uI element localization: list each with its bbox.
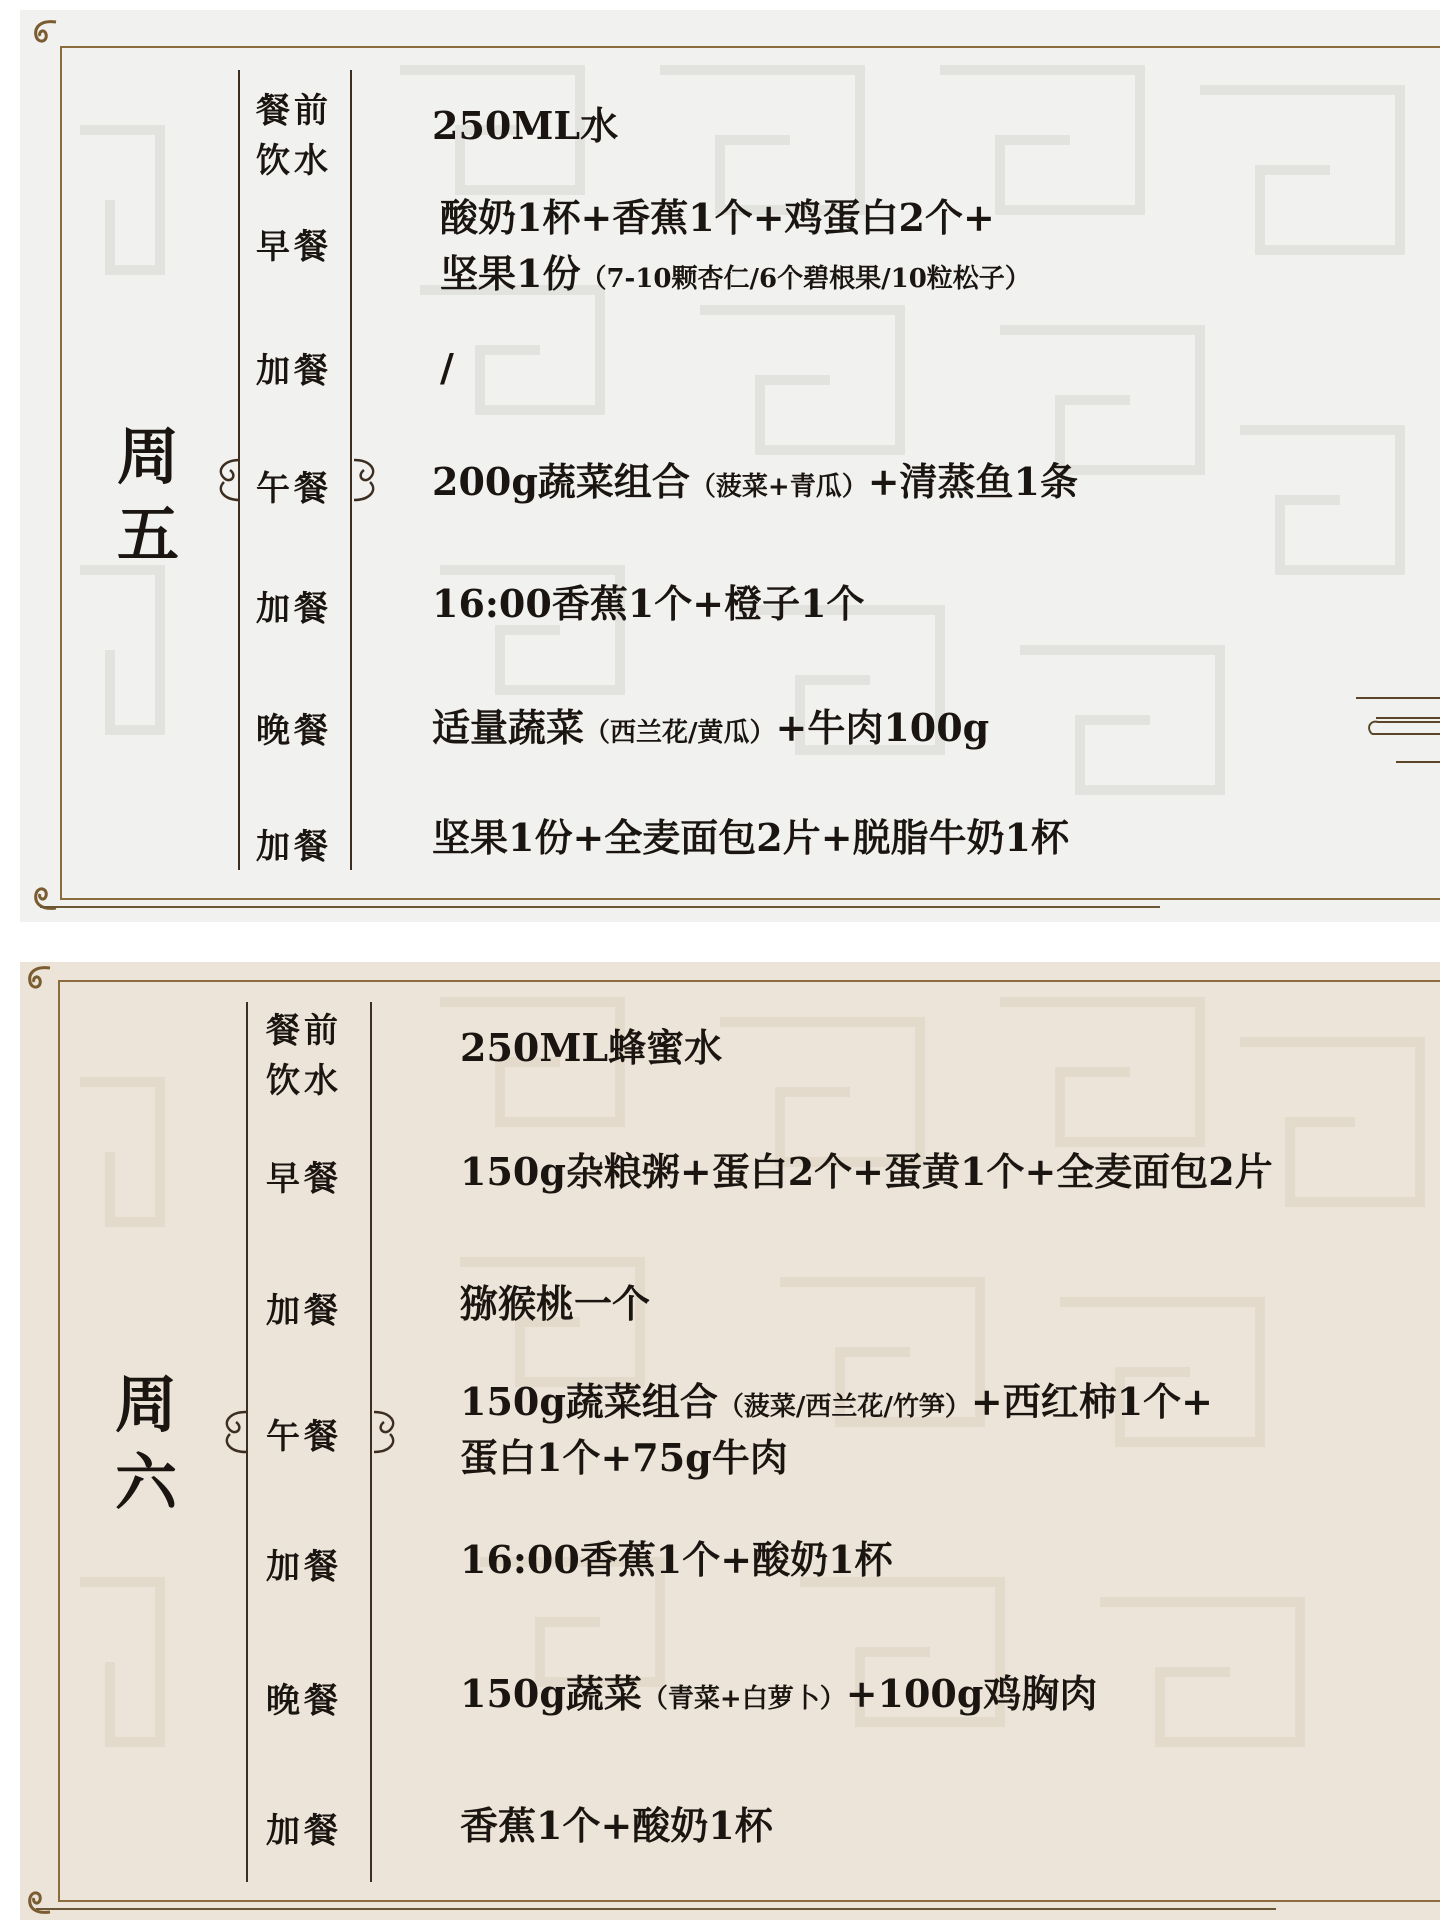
meal-label: 晚餐 [256, 711, 332, 751]
meal-label: 午餐 [266, 1417, 342, 1457]
meal-content: 150g杂粮粥+蛋白2个+蛋黄1个+全麦面包2片 [460, 1149, 1273, 1194]
meal-label: 加餐 [256, 351, 332, 391]
bracket-curl-icon [212, 456, 242, 504]
meal-content: 16:00香蕉1个+橙子1个 [432, 581, 865, 626]
bracket-curl-icon [218, 1408, 248, 1456]
meal-label: 加餐 [256, 589, 332, 629]
friday-panel [20, 10, 1440, 922]
meal-label: 加餐 [266, 1291, 342, 1331]
meal-label: 餐前饮水 [266, 1011, 342, 1101]
meal-label: 加餐 [266, 1547, 342, 1587]
meal-label: 加餐 [266, 1811, 342, 1851]
meal-content: 250ML水 [432, 103, 619, 148]
meal-content: 150g蔬菜组合（菠菜/西兰花/竹笋）+西红柿1个+ [460, 1379, 1214, 1424]
bracket-curl-icon [372, 1408, 402, 1456]
bracket-curl-icon [352, 456, 382, 504]
frame-bottom-line [40, 906, 1160, 908]
frame-bottom-line [36, 1908, 1276, 1910]
saturday-panel [20, 962, 1440, 1920]
meal-label: 午餐 [256, 469, 332, 509]
scroll-ornament-icon [20, 962, 56, 998]
meal-content: 16:00香蕉1个+酸奶1杯 [460, 1537, 893, 1582]
scroll-ornament-icon [26, 878, 62, 914]
day-title: 周五 [116, 420, 179, 571]
scroll-ornament-icon [26, 16, 62, 52]
meal-content: 250ML蜂蜜水 [460, 1025, 723, 1070]
meal-label: 加餐 [256, 827, 332, 867]
meal-content: 坚果1份+全麦面包2片+脱脂牛奶1杯 [432, 815, 1070, 860]
meal-content: 坚果1份（7-10颗杏仁/6个碧根果/10粒松子） [440, 251, 1031, 296]
meal-label: 晚餐 [266, 1681, 342, 1721]
meal-content: 150g蔬菜（青菜+白萝卜）+100g鸡胸肉 [460, 1671, 1098, 1716]
meal-label: 早餐 [256, 227, 332, 267]
meal-content: 猕猴桃一个 [460, 1281, 651, 1326]
meal-content: / [440, 345, 454, 390]
meal-content: 蛋白1个+75g牛肉 [460, 1435, 788, 1480]
meal-content: 酸奶1杯+香蕉1个+鸡蛋白2个+ [440, 195, 995, 240]
day-title: 周六 [114, 1368, 177, 1519]
scroll-ornament-icon [20, 1882, 56, 1918]
meal-content: 适量蔬菜（西兰花/黄瓜）+牛肉100g [432, 705, 990, 750]
meal-label: 早餐 [266, 1159, 342, 1199]
cloud-ornament-icon [1356, 678, 1440, 778]
meal-label: 餐前饮水 [256, 91, 332, 181]
meal-content: 香蕉1个+酸奶1杯 [460, 1803, 773, 1848]
meal-content: 200g蔬菜组合（菠菜+青瓜）+清蒸鱼1条 [432, 459, 1078, 504]
